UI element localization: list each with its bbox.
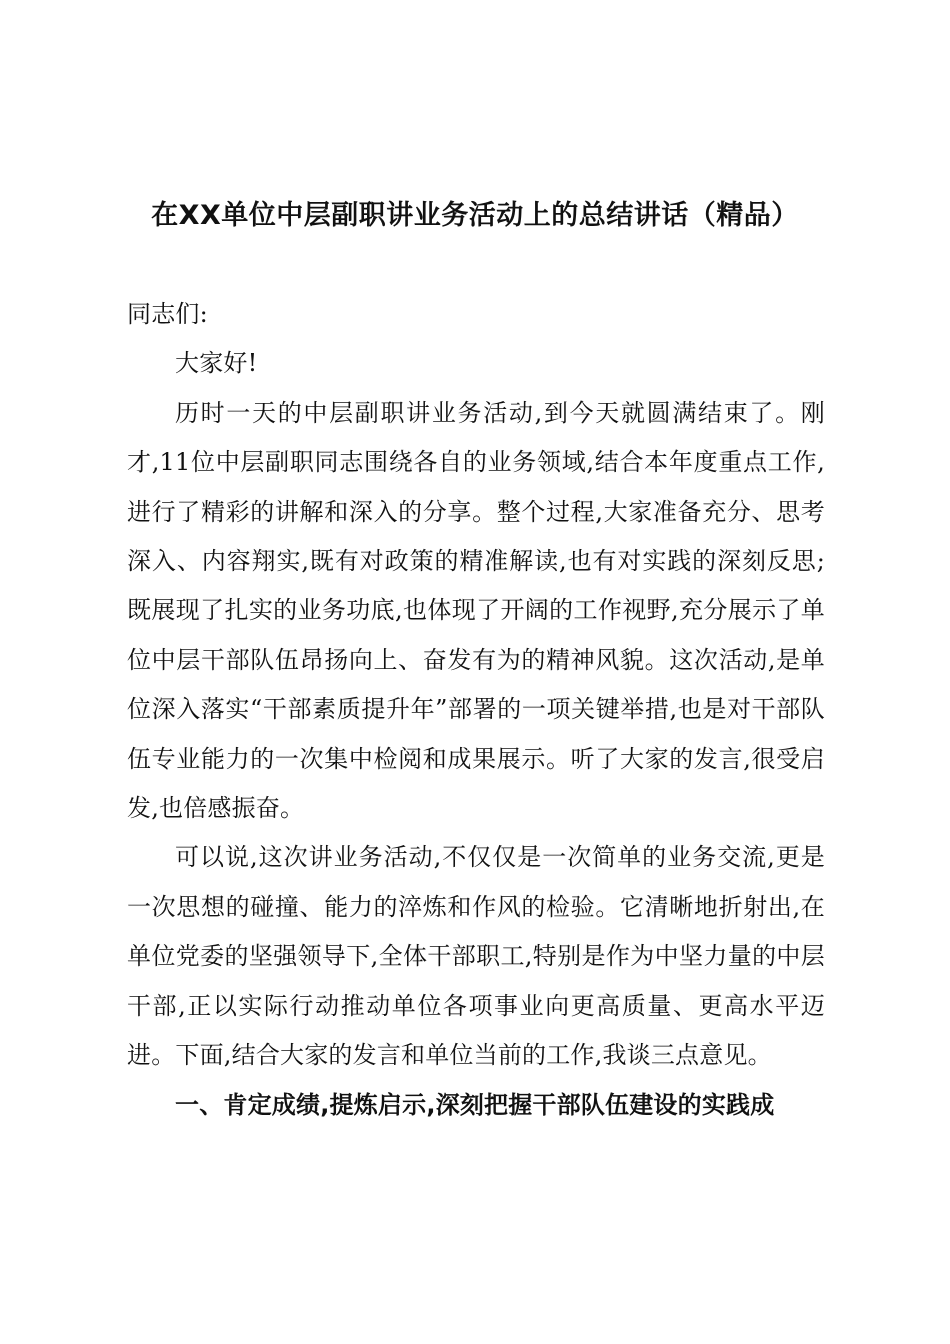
greeting: 大家好! — [175, 349, 258, 378]
salutation: 同志们: — [127, 300, 208, 328]
paragraph-1: 历时一天的中层副职讲业务活动,到今天就圆满结束了。刚才,11位中层副职同志围绕各自的业务领域,结合本年度重点工作,进行了精彩的讲解和深入的分享。整个过程,大家准备充分、思考深入、内容翔实,既有对政策的精准解读,也有对实践的深刻反思;既展现了扎实的业务功底,也体现了开阔的工作视野,充分展示了单位中层干部队伍昂扬向上、奋发有为的精神风貌。这次活动,是单位深入落实“干部素质提升年”部署的一项关键举措,也是对干部队伍专业能力的一次集中检阅和成果展示。听了大家的发言,很受启发,也倍感振奋。 — [127, 398, 825, 823]
paragraph-2: 可以说,这次讲业务活动,不仅仅是一次简单的业务交流,更是一次思想的碰撞、能力的淬炼和作风的检验。它清晰地折射出,在单位党委的坚强领导下,全体干部职工,特别是作为中坚力量的中层干部,正以实际行动推动单位各项事业向更高质量、更高水平迈进。下面,结合大家的发言和单位当前的工作,我谈三点意见。 — [127, 843, 825, 1070]
section-heading-1: 一、肯定成绩,提炼启示,深刻把握干部队伍建设的实践成 — [175, 1090, 775, 1119]
document-body — [127, 290, 825, 1130]
document-title: 在XX单位中层副职讲业务活动上的总结讲话（精品） — [151, 200, 799, 231]
